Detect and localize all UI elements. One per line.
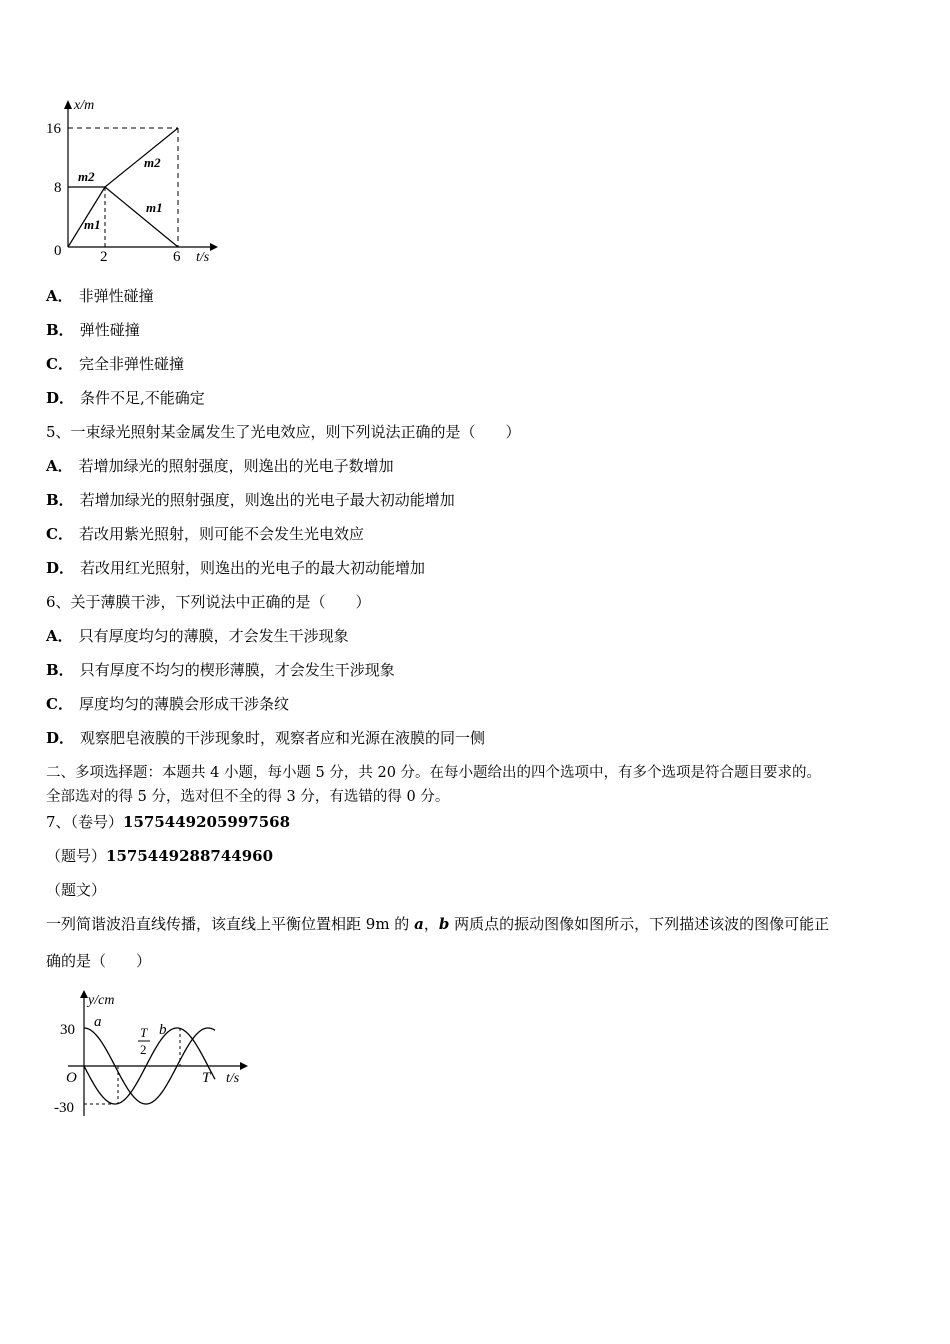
collision-xt-graph xyxy=(40,95,230,265)
y-tick-neg30: -30 xyxy=(54,1100,74,1116)
curve-a-label: a xyxy=(94,1014,102,1030)
q4-option-c: C． 完全非弹性碰撞 xyxy=(46,355,184,373)
q4-option-b: B． 弹性碰撞 xyxy=(46,321,140,339)
q7-tihao: （题号）1575449288744960 xyxy=(46,847,274,865)
q5-option-c: C． 若改用紫光照射，则可能不会发生光电效应 xyxy=(46,525,364,543)
x-axis-label: t/s xyxy=(196,250,210,265)
q7-tiwen: （题文） xyxy=(46,881,107,899)
q6-stem: 6、关于薄膜干涉，下列说法中正确的是（ ） xyxy=(46,593,371,611)
section2-line2: 全部选对的得 5 分，选对但不全的得 3 分，有选错的得 0 分。 xyxy=(46,789,450,805)
q5-option-a: A． 若增加绿光的照射强度，则逸出的光电子数增加 xyxy=(46,457,394,475)
y-tick-0: 0 xyxy=(54,243,62,259)
y-tick-8: 8 xyxy=(54,180,62,196)
y-axis-label: x/m xyxy=(74,98,95,113)
t-half-den: 2 xyxy=(140,1042,147,1057)
q7-body-line1: 一列简谐波沿直线传播，该直线上平衡位置相距 9m 的 a，b 两质点的振动图像如图所示，下列描述该波的图像可能正 xyxy=(46,915,830,933)
label-m1-right: m1 xyxy=(146,200,163,215)
x-tick-6: 6 xyxy=(173,249,181,265)
y-tick-30: 30 xyxy=(60,1022,75,1038)
q6-option-d: D． 观察肥皂液膜的干涉现象时，观察者应和光源在液膜的同一侧 xyxy=(46,729,486,747)
curve-b-label: b xyxy=(159,1022,167,1038)
q4-option-d: D． 条件不足,不能确定 xyxy=(46,389,205,407)
x-tick-2: 2 xyxy=(100,249,108,265)
q5-stem: 5、一束绿光照射某金属发生了光电效应，则下列说法正确的是（ ） xyxy=(46,423,521,441)
q6-option-a: A． 只有厚度均匀的薄膜，才会发生干涉现象 xyxy=(46,627,349,645)
q5-option-d: D． 若改用红光照射，则逸出的光电子的最大初动能增加 xyxy=(46,559,426,577)
t-end-label: T xyxy=(202,1070,211,1086)
q6-option-b: B． 只有厚度不均匀的楔形薄膜，才会发生干涉现象 xyxy=(46,661,395,679)
y-axis-label: y/cm xyxy=(88,993,115,1008)
section2-line1: 二、多项选择题：本题共 4 小题，每小题 5 分，共 20 分。在每小题给出的四个选项中，有多个选项是符合题目要求的。 xyxy=(46,765,822,781)
label-m2-upper: m2 xyxy=(144,155,161,170)
vibration-graph xyxy=(50,988,255,1123)
t-half-num: T xyxy=(140,1025,148,1040)
label-m1-lower: m1 xyxy=(84,217,101,232)
q6-option-c: C． 厚度均匀的薄膜会形成干涉条纹 xyxy=(46,695,289,713)
q4-option-a: A． 非弹性碰撞 xyxy=(46,287,154,305)
x-axis-label: t/s xyxy=(226,1071,240,1086)
q7-juanhao: 7、（卷号）1575449205997568 xyxy=(46,813,291,831)
y-tick-16: 16 xyxy=(46,121,61,137)
q5-option-b: B． 若增加绿光的照射强度，则逸出的光电子最大初动能增加 xyxy=(46,491,455,509)
origin-label: O xyxy=(66,1070,77,1086)
label-m2-top: m2 xyxy=(78,169,95,184)
q7-body-line2: 确的是（ ） xyxy=(46,952,152,970)
